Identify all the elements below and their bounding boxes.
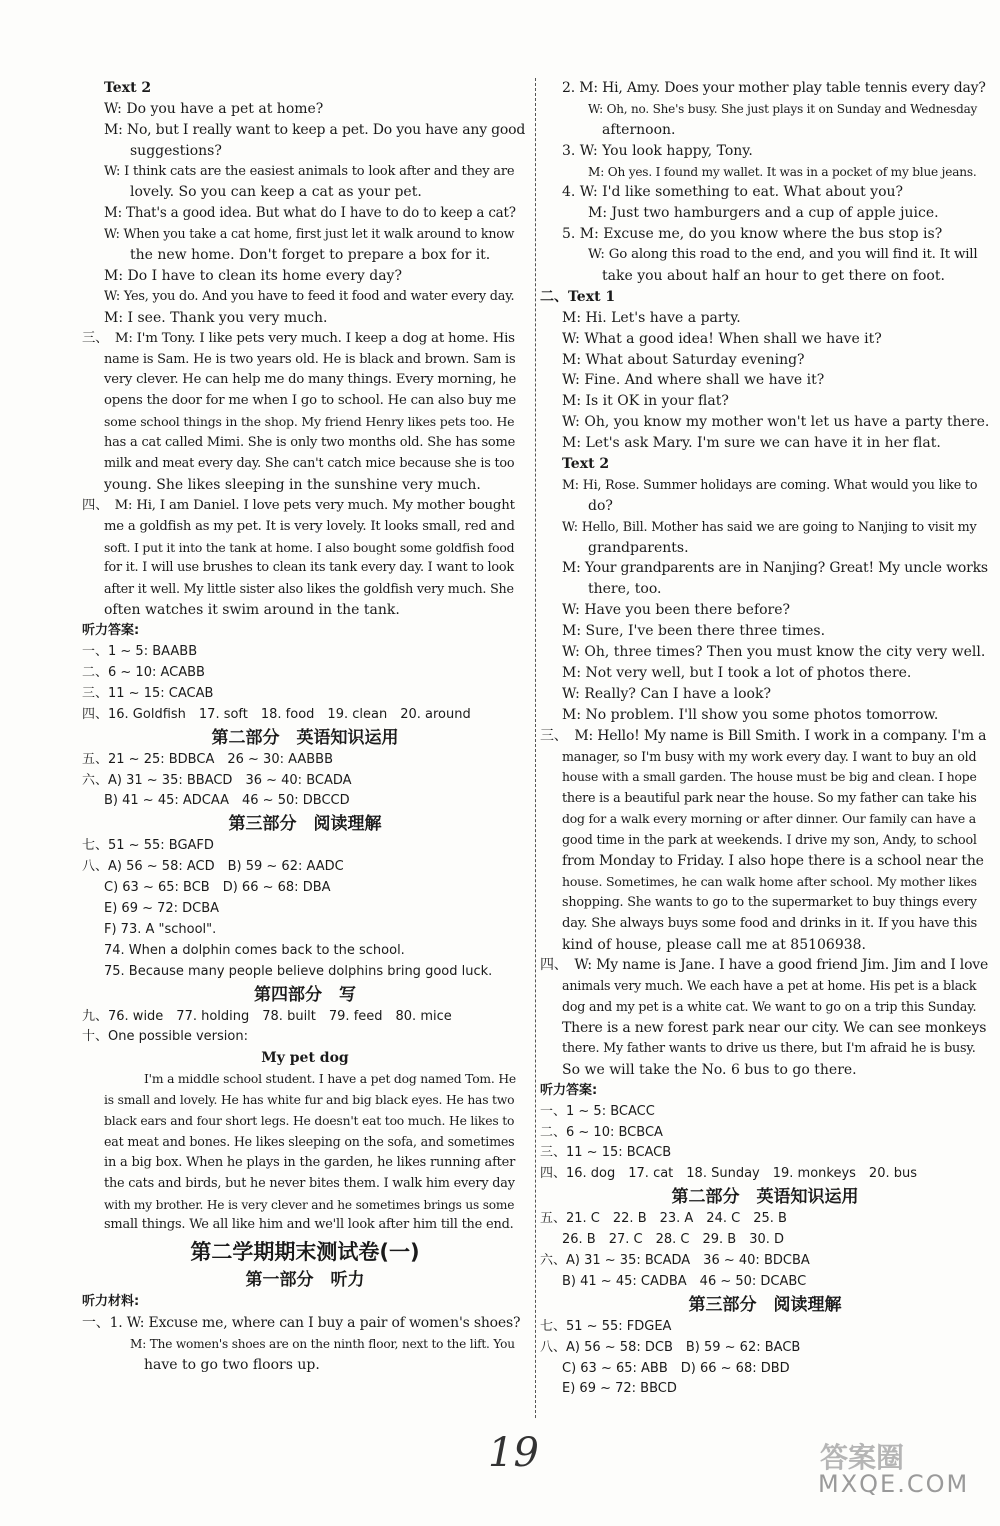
left-line-34: B) 41 ~ 45: ADCAA 46 ~ 50: DBCCD [104, 793, 350, 809]
right-line-32: manager, so I'm busy with my work every day. I want to buy an old [562, 748, 977, 764]
right-line-55: 26. B 27. C 28. C 29. B 30. D [562, 1232, 785, 1248]
left-line-51: in a big box. When he plays in the garden, he likes running after [104, 1154, 516, 1170]
right-line-9: take you about half an hour to get there on foot. [602, 268, 945, 285]
right-line-30: M: No problem. I'll show you some photos tomorrow. [562, 706, 939, 723]
left-column [82, 78, 528, 1376]
left-line-36: 七、51 ~ 55: BGAFD [82, 838, 214, 854]
left-line-56: 第一部分 听力 [245, 1270, 365, 1291]
right-line-17: M: Let's ask Mary. I'm sure we can have it in her flat. [562, 435, 941, 452]
left-line-32: 五、21 ~ 25: BDBCA 26 ~ 30: AABBB [82, 751, 333, 767]
right-line-57: B) 41 ~ 45: CADBA 46 ~ 50: DCABC [562, 1273, 807, 1289]
right-line-23: M: Your grandparents are in Nanjing? Great! My uncle works [562, 560, 988, 577]
left-line-28: 二、6 ~ 10: ACABB [82, 664, 205, 680]
right-line-60: 八、A) 56 ~ 58: DCB B) 59 ~ 62: BACB [540, 1339, 801, 1355]
left-line-1: W: Do you have a pet at home? [104, 100, 324, 117]
left-line-42: 75. Because many people believe dolphins bring good luck. [104, 963, 493, 979]
right-line-33: house with a small garden. The house must be big and clean. I hope [562, 770, 977, 785]
right-line-25: W: Have you been there before? [562, 602, 791, 619]
right-line-42: 四、 W: My name is Jane. I have a good friend Jim. Jim and I love [540, 957, 989, 974]
right-line-48: 听力答案: [540, 1082, 598, 1098]
right-line-40: day. She always buys some food and drinks in it. If you have this [562, 915, 978, 931]
right-line-10: 二、Text 1 [540, 288, 616, 305]
right-line-50: 二、6 ~ 10: BCBCA [540, 1124, 663, 1140]
left-line-45: 十、One possible version: [82, 1029, 248, 1045]
right-line-14: W: Fine. And where shall we have it? [562, 372, 825, 389]
right-line-46: there. My father wants to drive us there, but I'm afraid he is busy. [562, 1040, 976, 1056]
right-line-7: 5. M: Excuse me, do you know where the bus stop is? [562, 226, 943, 243]
right-line-31: 三、 M: Hello! My name is Bill Smith. I work in a company. I'm a [540, 727, 987, 744]
right-line-49: 一、1 ~ 5: BCACC [540, 1103, 655, 1119]
left-line-47: I'm a middle school student. I have a pet dog named Tom. He [144, 1072, 516, 1087]
left-line-15: opens the door for me when I go to school. He can also buy me [104, 393, 516, 409]
left-line-55: 第二学期期末测试卷(一) [190, 1240, 420, 1265]
right-line-37: from Monday to Friday. I also hope there is a school near the [562, 852, 984, 869]
left-line-50: eat meat and bones. He likes sleeping on the sofa, and sometimes [104, 1133, 515, 1149]
left-line-38: C) 63 ~ 65: BCB D) 66 ~ 68: DBA [104, 880, 331, 896]
left-line-29: 三、11 ~ 15: CACAB [82, 685, 214, 701]
left-line-37: 八、A) 56 ~ 58: ACD B) 59 ~ 62: AADC [82, 859, 344, 875]
right-line-21: W: Hello, Bill. Mother has said we are going to Nanjing to visit my [562, 518, 977, 534]
right-line-29: W: Really? Can I have a look? [562, 685, 771, 702]
right-line-8: W: Go along this road to the end, and you will find it. It will [588, 247, 978, 263]
right-line-16: W: Oh, you know my mother won't let us have a party there. [562, 414, 990, 431]
left-line-16: some school things in the shop. My friend Henry likes pets too. He [104, 414, 515, 430]
right-line-4: M: Oh yes. I found my wallet. It was in a pocket of my blue jeans. [588, 164, 977, 179]
right-line-27: W: Oh, three times? Then you must know the city very well. [562, 644, 986, 661]
left-line-40: F) 73. A "school". [104, 921, 217, 937]
right-line-59: 七、51 ~ 55: FDGEA [540, 1318, 672, 1334]
right-line-6: M: Just two hamburgers and a cup of apple juice. [588, 205, 939, 222]
right-line-36: good time in the park at weekends. I drive my son, Andy, to school [562, 832, 977, 848]
left-line-19: young. She likes sleeping in the sunshine very much. [104, 476, 481, 493]
left-line-11: M: I see. Thank you very much. [104, 309, 328, 326]
left-line-24: after it well. My little sister also likes the goldfish very much. She [104, 581, 514, 597]
right-line-54: 五、21. C 22. B 23. A 24. C 25. B [540, 1211, 787, 1227]
right-line-47: So we will take the No. 6 bus to go there. [562, 1061, 857, 1078]
right-line-0: 2. M: Hi, Amy. Does your mother play table tennis every day? [562, 80, 986, 96]
right-line-5: 4. W: I'd like something to eat. What about you? [562, 184, 904, 201]
right-line-56: 六、A) 31 ~ 35: BCADA 36 ~ 40: BDCBA [540, 1252, 810, 1268]
right-line-3: 3. W: You look happy, Tony. [562, 142, 753, 159]
left-line-60: have to go two floors up. [144, 1356, 320, 1373]
left-line-39: E) 69 ~ 72: DCBA [104, 900, 220, 916]
watermark-url: MXQE.COM [818, 1470, 970, 1498]
right-line-28: M: Not very well, but I took a lot of photos there. [562, 664, 912, 681]
right-line-20: do? [588, 497, 613, 514]
right-line-24: there, too. [588, 581, 662, 598]
right-line-26: M: Sure, I've been there three times. [562, 623, 826, 640]
left-line-49: black ears and four short legs. He doesn't eat too much. He likes to [104, 1113, 515, 1128]
right-line-22: grandparents. [588, 539, 689, 556]
left-line-44: 九、76. wide 77. holding 78. built 79. feed 80. mice [82, 1008, 452, 1024]
left-line-52: the cats and birds, but he never bites them. I walk him every day [104, 1175, 515, 1191]
left-line-22: soft. I put it into the tank at home. I also bought some goldfish food [104, 540, 515, 555]
right-line-18: Text 2 [562, 456, 610, 473]
right-line-11: M: Hi. Let's have a party. [562, 309, 741, 326]
right-line-41: kind of house, please call me at 85106938. [562, 936, 867, 953]
left-line-31: 第二部分 英语知识运用 [211, 727, 399, 748]
right-line-52: 四、16. dog 17. cat 18. Sunday 19. monkeys 20. bus [540, 1166, 917, 1182]
left-line-26: 听力答案: [82, 623, 140, 639]
right-line-13: M: What about Saturday evening? [562, 351, 805, 368]
left-line-43: 第四部分 写 [254, 984, 356, 1005]
right-line-62: E) 69 ~ 72: BBCD [562, 1381, 677, 1397]
left-line-13: name is Sam. He is two years old. He is black and brown. Sam is [104, 351, 516, 367]
left-line-27: 一、1 ~ 5: BAABB [82, 644, 198, 660]
column-divider [535, 78, 536, 1418]
left-line-25: often watches it swim around in the tank. [104, 602, 400, 619]
right-line-34: there is a beautiful park near the house. So my father can take his [562, 790, 977, 806]
right-line-2: afternoon. [602, 121, 676, 138]
left-line-21: me a goldfish as my pet. It is very lovely. It looks small, red and [104, 518, 515, 534]
left-line-2: M: No, but I really want to keep a pet. Do you have any good [104, 121, 526, 138]
left-line-10: W: Yes, you do. And you have to feed it food and water every day. [104, 288, 515, 304]
right-line-19: M: Hi, Rose. Summer holidays are coming. What would you like to [562, 476, 978, 492]
left-line-8: the new home. Don't forget to prepare a box for it. [130, 247, 491, 264]
left-line-35: 第三部分 阅读理解 [228, 814, 382, 835]
right-line-43: animals very much. We each have a pet at home. His pet is a black [562, 978, 977, 994]
left-line-20: 四、 M: Hi, I am Daniel. I love pets very much. My mother bought [82, 497, 515, 513]
right-line-12: W: What a good idea! When shall we have it? [562, 330, 882, 347]
right-line-61: C) 63 ~ 65: ABB D) 66 ~ 68: DBD [562, 1360, 790, 1376]
right-line-45: There is a new forest park near our city. We can see monkeys [562, 1020, 987, 1037]
right-line-35: dog for a walk every morning or after dinner. Our family can have a [562, 811, 976, 827]
left-line-58: 一、1. W: Excuse me, where can I buy a pair of women's shoes? [82, 1315, 521, 1332]
left-line-46: My pet dog [261, 1050, 349, 1067]
left-line-57: 听力材料: [82, 1294, 140, 1310]
left-line-53: with my brother. He is very clever and he sometimes brings us some [104, 1197, 515, 1212]
left-line-59: M: The women's shoes are on the ninth floor, next to the lift. You [130, 1337, 515, 1352]
left-line-41: 74. When a dolphin comes back to the school. [104, 942, 405, 958]
left-line-17: has a cat called Mimi. She is only two months old. She has some [104, 435, 516, 451]
right-line-51: 三、11 ~ 15: BCACB [540, 1145, 672, 1161]
right-line-1: W: Oh, no. She's busy. She just plays it on Sunday and Wednesday [588, 101, 978, 116]
right-line-53: 第二部分 英语知识运用 [671, 1187, 859, 1208]
left-line-3: suggestions? [130, 142, 222, 159]
page-number: 19 [488, 1430, 539, 1476]
left-line-23: for it. I will use brushes to clean its tank every day. I want to look [104, 560, 514, 576]
left-line-12: 三、 M: I'm Tony. I like pets very much. I keep a dog at home. His [82, 330, 515, 346]
left-line-18: milk and meat every day. She can't catch mice because she is too [104, 456, 515, 472]
left-line-30: 四、16. Goldfish 17. soft 18. food 19. clean 20. around [82, 706, 471, 722]
right-line-39: shopping. She wants to go to the supermarket to buy things every [562, 894, 977, 910]
left-line-48: is small and lovely. He has white fur and big black eyes. He has two [104, 1093, 515, 1108]
right-column [540, 78, 990, 1400]
left-line-7: W: When you take a cat home, first just let it walk around to know [104, 226, 515, 242]
left-line-33: 六、A) 31 ~ 35: BBACD 36 ~ 40: BCADA [82, 772, 352, 788]
left-line-0: Text 2 [104, 80, 152, 96]
right-line-15: M: Is it OK in your flat? [562, 393, 729, 410]
watermark-logo: 答案圈 [820, 1441, 905, 1474]
left-line-9: M: Do I have to clean its home every day? [104, 268, 402, 285]
right-line-58: 第三部分 阅读理解 [688, 1294, 842, 1315]
left-line-14: very clever. He can help me do many things. Every morning, he [104, 372, 517, 388]
right-line-38: house. Sometimes, he can walk home after school. My mother likes [562, 873, 977, 889]
left-line-54: small things. We all like him and we'll look after him till the end. [104, 1217, 514, 1233]
left-line-5: lovely. So you can keep a cat as your pet. [130, 184, 422, 201]
left-line-4: W: I think cats are the easiest animals to look after and they are [104, 163, 515, 179]
left-line-6: M: That's a good idea. But what do I have to do to keep a cat? [104, 205, 516, 222]
right-line-44: dog and my pet is a white cat. We want to go on a trip this Sunday. [562, 999, 977, 1015]
